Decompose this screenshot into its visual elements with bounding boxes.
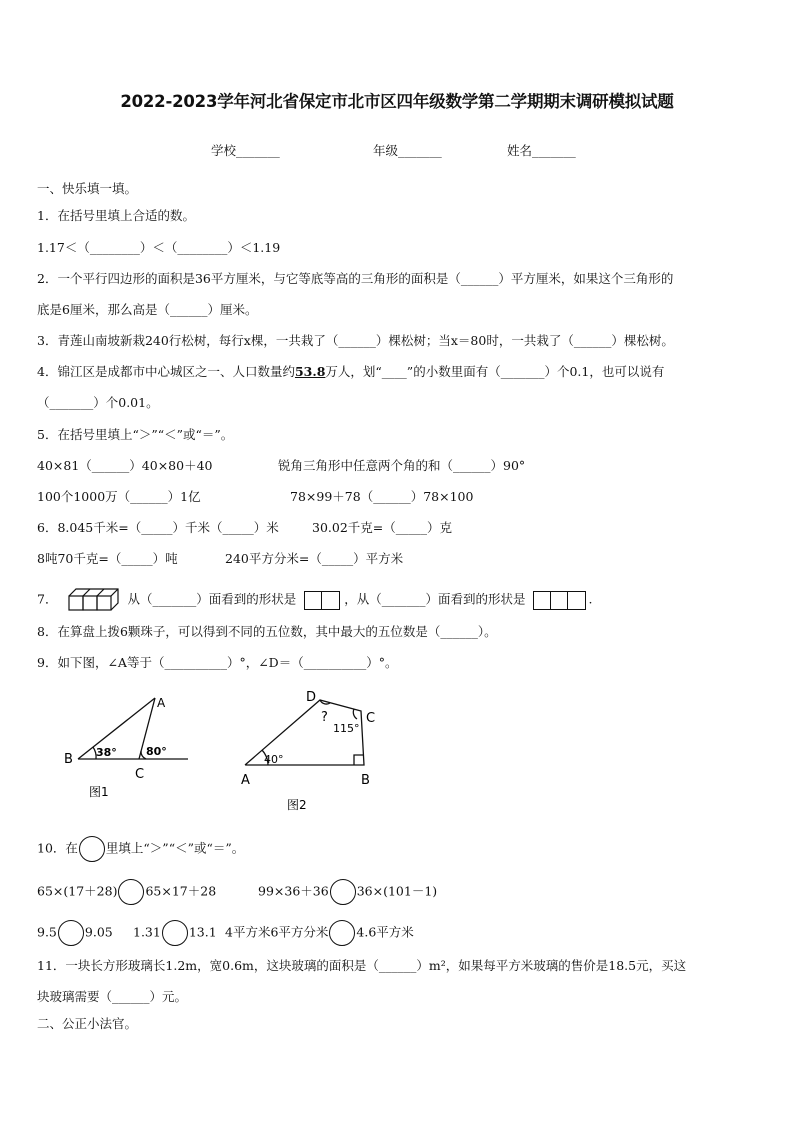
section-1-heading: 一、快乐填一填。 (37, 181, 138, 196)
q10-pre: 在 (65, 840, 78, 856)
page-title: 2022-2023学年河北省保定市北市区四年级数学第二学期期末调研模拟试题 (120, 92, 674, 111)
q7-end: . (588, 591, 593, 607)
q5-text: 在括号里填上“＞”“＜”或“＝”。 (57, 427, 234, 442)
q11-line1: 一块长方形玻璃长1.2m，宽0.6m，这块玻璃的面积是（______）m²，如果每平方米玻璃的售价是18.5元，买这 (65, 958, 687, 973)
q10-row2-c (225, 920, 414, 946)
q10-expr: 4.6平方米 (356, 924, 414, 940)
figure-1 (78, 698, 188, 759)
fig2-label-a: A (241, 773, 250, 788)
q10-expr: 36×(101－1) (356, 883, 438, 899)
fig1-label-c: C (135, 767, 145, 782)
q4-pre: 锦江区是成都市中心城区之一、人口数量约 (57, 364, 295, 379)
q2-line2: 底是6厘米，那么高是（______）厘米。 (37, 302, 258, 317)
compare-circle[interactable] (329, 920, 355, 946)
q1-number: 1． (37, 208, 58, 223)
question-9 (37, 655, 397, 671)
q10-expr: 1.31 (133, 924, 161, 940)
fig2-label-c: C (366, 711, 376, 726)
q1-line: 1.17＜（________）＜（________）＜1.19 (37, 240, 281, 255)
fig2-angle-115: 115° (333, 722, 360, 735)
q10-expr: 99×36＋36 (258, 883, 329, 899)
q10-row2-b (133, 920, 217, 946)
fig2-label-d: D (306, 690, 317, 705)
q3-text: 青莲山南坡新栽240行松树，每行x棵，一共栽了（______）棵松树；当x＝80时，一共栽了（______）棵松树。 (57, 333, 674, 348)
q10-expr: 4平方米6平方分米 (225, 924, 329, 940)
q10-expr: 9.05 (84, 924, 113, 940)
question-10 (37, 836, 244, 862)
q4-post: 万人，划“____”的小数里面有（_______）个0.1，也可以说有 (325, 364, 665, 379)
q6-item-c: 8吨70千克=（_____）吨 (37, 551, 178, 566)
q10-row1-a (37, 879, 216, 905)
q6-item-b: 30.02千克=（_____）克 (312, 520, 453, 535)
compare-circle[interactable] (58, 920, 84, 946)
q2-number: 2． (37, 271, 58, 286)
question-5 (37, 427, 233, 443)
q5-number: 5． (37, 427, 58, 442)
q9-figures (0, 685, 794, 825)
q3-number: 3． (37, 333, 58, 348)
fig2-label-b: B (361, 773, 370, 788)
q7-number: 7． (37, 591, 58, 607)
q5-item-d: 78×99＋78（______）78×100 (290, 489, 474, 504)
question-1 (37, 208, 195, 224)
q10-expr: 13.1 (188, 924, 217, 940)
q4-number: 4． (37, 364, 58, 379)
q6-item-a: 8.045千米=（_____）千米（_____）米 (57, 520, 279, 535)
fig1-label-a: A (157, 696, 166, 710)
q11-number: 11． (37, 958, 66, 973)
q10-expr: 65×(17＋28) (37, 883, 118, 899)
question-4 (37, 364, 664, 380)
q6-item-d: 240平方分米=（_____）平方米 (225, 551, 404, 566)
q5-item-c: 100个1000万（______）1亿 (37, 489, 201, 504)
cube-stack-figure (67, 587, 125, 613)
three-square-view (533, 591, 586, 610)
q4-underlined-value: 53.8 (294, 364, 326, 379)
fig2-question-mark: ? (321, 710, 328, 725)
question-2 (37, 271, 673, 287)
q9-number: 9． (37, 655, 58, 670)
question-8 (37, 624, 497, 640)
fig2-angle-40: 40° (264, 753, 284, 766)
two-square-view (304, 591, 340, 610)
compare-circle[interactable] (118, 879, 144, 905)
section-2-heading: 二、公正小法官。 (37, 1016, 138, 1031)
compare-circle[interactable] (330, 879, 356, 905)
question-11 (37, 958, 686, 974)
q8-number: 8． (37, 624, 58, 639)
q2-line1: 一个平行四边形的面积是36平方厘米，与它等底等高的三角形的面积是（______）平方厘米，如果这个三角形的 (57, 271, 674, 286)
fig1-label-b: B (64, 752, 73, 767)
q5-item-b: 锐角三角形中任意两个角的和（______）90° (278, 458, 526, 473)
q8-text: 在算盘上拨6颗珠子，可以得到不同的五位数，其中最大的五位数是（______）。 (57, 624, 497, 639)
q11-line2: 块玻璃需要（______）元。 (37, 989, 188, 1004)
q7-text-b: ，从（_______）面看到的形状是 (344, 591, 526, 607)
q10-number: 10． (37, 840, 66, 856)
q5-item-a: 40×81（______）40×80＋40 (37, 458, 213, 473)
name-field: 姓名_______ (507, 143, 576, 158)
fig1-caption: 图1 (89, 785, 109, 799)
grade-field: 年级_______ (373, 143, 442, 158)
q10-expr: 65×17＋28 (145, 883, 217, 899)
question-7 (37, 587, 592, 613)
q10-expr: 9.5 (37, 924, 57, 940)
q6-number: 6． (37, 520, 58, 535)
fig1-angle-38: 38° (96, 746, 117, 759)
q10-row1-b (258, 879, 437, 905)
q1-text: 在括号里填上合适的数。 (57, 208, 195, 223)
q10-row2-a (37, 920, 113, 946)
fig1-angle-80: 80° (146, 745, 167, 758)
school-field: 学校_______ (211, 143, 280, 158)
q4-line2: （_______）个0.01。 (37, 395, 159, 410)
fig2-caption: 图2 (287, 798, 307, 812)
q10-post: 里填上“＞”“＜”或“＝”。 (105, 840, 245, 856)
circle-blank[interactable] (79, 836, 105, 862)
question-6 (37, 520, 279, 536)
q9-text: 如下图，∠A等于（__________）°，∠D＝（__________）°。 (57, 655, 398, 670)
compare-circle[interactable] (162, 920, 188, 946)
question-3 (37, 333, 674, 349)
q7-text-a: 从（_______）面看到的形状是 (127, 591, 297, 607)
